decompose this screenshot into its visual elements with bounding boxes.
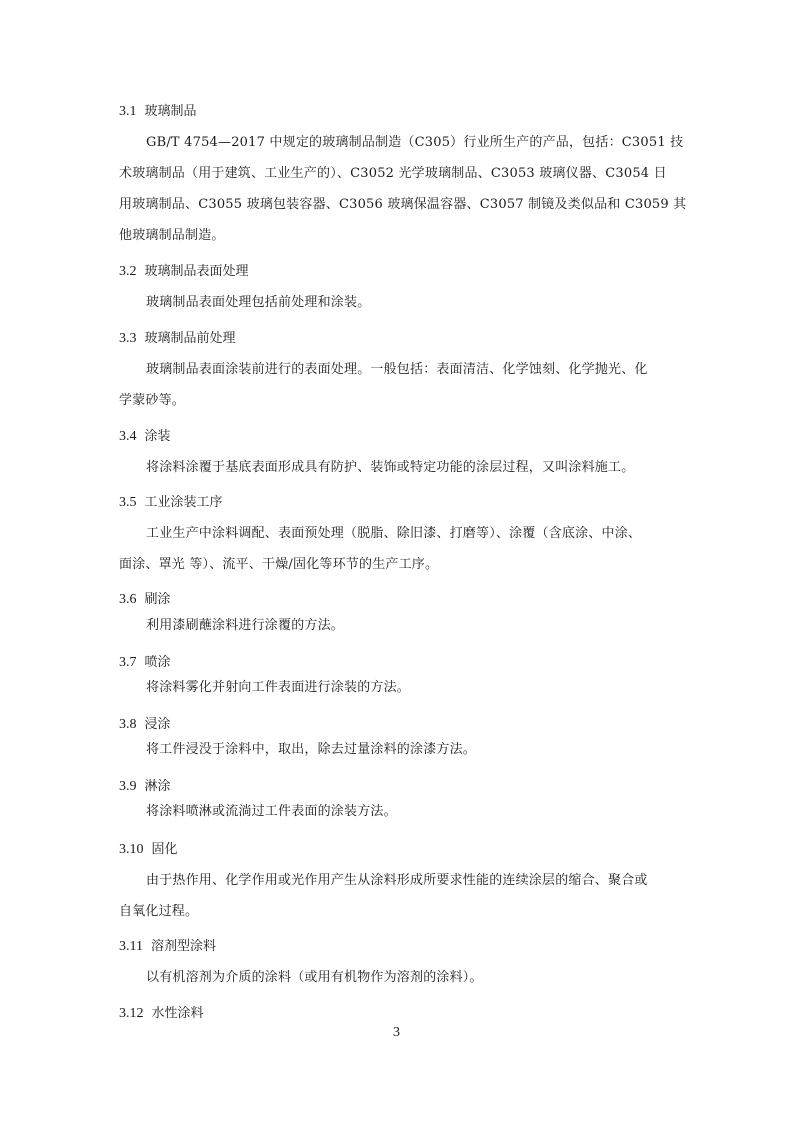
section-heading-3-8: 3.8 浸涂 [119, 717, 171, 732]
section-heading-3-1: 3.1 玻璃制品 [119, 104, 197, 119]
section-heading-3-4: 3.4 涂装 [119, 429, 171, 444]
paragraph-line: 将工件浸没于涂料中，取出，除去过量涂料的涂漆方法。 [146, 742, 477, 757]
section-heading-3-7: 3.7 喷涂 [119, 655, 171, 670]
paragraph-line: 术玻璃制品（用于建筑、工业生产的）、C3052 光学玻璃制品、C3053 玻璃仪器、C3054 日 [119, 166, 667, 181]
paragraph-line: 以有机溶剂为介质的涂料（或用有机物作为溶剂的涂料）。 [146, 970, 483, 985]
paragraph-line: GB/T 4754—2017 中规定的玻璃制品制造（C305）行业所生产的产品，包括：C3051 技 [146, 135, 684, 150]
paragraph-line: 将涂料雾化并射向工件表面进行涂装的方法。 [146, 680, 411, 695]
paragraph-line: 用玻璃制品、C3055 玻璃包装容器、C3056 玻璃保温容器、C3057 制镜及类似品和 C3059 其 [119, 197, 687, 212]
section-heading-3-12: 3.12 水性涂料 [119, 1006, 204, 1021]
paragraph-line: 由于热作用、化学作用或光作用产生从涂料形成所要求性能的连续涂层的缩合、聚合或 [146, 873, 648, 888]
paragraph-line: 玻璃制品表面处理包括前处理和涂装。 [146, 295, 371, 310]
section-heading-3-3: 3.3 玻璃制品前处理 [119, 331, 236, 346]
section-heading-3-6: 3.6 刷涂 [119, 592, 171, 607]
section-heading-3-10: 3.10 固化 [119, 842, 178, 857]
paragraph-line: 他玻璃制品制造。 [119, 228, 225, 243]
section-heading-3-5: 3.5 工业涂装工序 [119, 495, 223, 510]
paragraph-line: 将涂料喷淋或流淌过工件表面的涂装方法。 [146, 804, 397, 819]
paragraph-line: 利用漆刷蘸涂料进行涂覆的方法。 [146, 618, 345, 633]
paragraph-line: 将涂料涂覆于基底表面形成具有防护、装饰或特定功能的涂层过程，又叫涂料施工。 [146, 460, 635, 475]
page-number: 3 [393, 1025, 400, 1040]
paragraph-line: 自氧化过程。 [119, 904, 199, 919]
paragraph-line: 面涂、罩光 等）、流平、干燥/固化等环节的生产工序。 [119, 557, 439, 572]
paragraph-line: 工业生产中涂料调配、表面预处理（脱脂、除旧漆、打磨等）、涂覆（含底涂、中涂、 [146, 526, 642, 541]
paragraph-line: 玻璃制品表面涂装前进行的表面处理。一般包括：表面清洁、化学蚀刻、化学抛光、化 [146, 362, 648, 377]
section-heading-3-11: 3.11 溶剂型涂料 [119, 939, 216, 954]
section-heading-3-9: 3.9 淋涂 [119, 779, 171, 794]
section-heading-3-2: 3.2 玻璃制品表面处理 [119, 264, 249, 279]
paragraph-line: 学蒙砂等。 [119, 393, 186, 408]
